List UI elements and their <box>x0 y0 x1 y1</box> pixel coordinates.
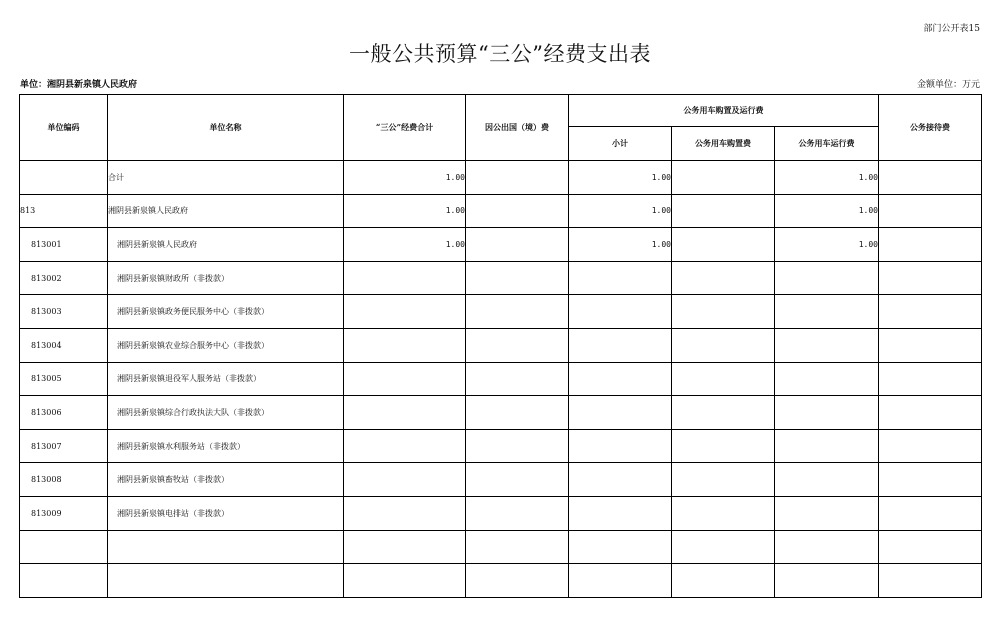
cell-name: 湘阴县新泉镇政务便民服务中心（非拨款） <box>108 295 344 329</box>
cell-code: 813005 <box>20 362 108 396</box>
cell-abroad <box>466 295 569 329</box>
cell-operation <box>775 261 879 295</box>
cell-abroad <box>466 564 569 598</box>
header-vehicle-group: 公务用车购置及运行费 <box>569 95 879 127</box>
cell-purchase <box>672 194 775 228</box>
cell-code: 813004 <box>20 328 108 362</box>
table-row <box>20 295 982 329</box>
cell-name: 湘阴县新泉镇退役军人服务站（非拨款） <box>108 362 344 396</box>
header-subtotal: 小计 <box>569 127 672 161</box>
page-title: 一般公共预算“三公”经费支出表 <box>349 42 651 66</box>
cell-operation <box>775 429 879 463</box>
cell-total <box>344 261 466 295</box>
cell-reception <box>879 261 982 295</box>
cell-total: 1.00 <box>344 161 466 195</box>
cell-reception <box>879 194 982 228</box>
cell-reception <box>879 161 982 195</box>
table-row <box>20 429 982 463</box>
cell-total <box>344 362 466 396</box>
cell-total <box>344 396 466 430</box>
cell-reception <box>879 496 982 530</box>
cell-total <box>344 496 466 530</box>
cell-total <box>344 429 466 463</box>
cell-reception <box>879 396 982 430</box>
cell-code <box>20 530 108 564</box>
cell-operation <box>775 396 879 430</box>
cell-abroad <box>466 463 569 497</box>
cell-total <box>344 295 466 329</box>
cell-purchase <box>672 362 775 396</box>
cell-name: 湘阴县新泉镇财政所（非拨款） <box>108 261 344 295</box>
cell-abroad <box>466 362 569 396</box>
cell-operation: 1.00 <box>775 228 879 262</box>
form-number: 部门公开表15 <box>923 24 980 34</box>
cell-abroad <box>466 530 569 564</box>
cell-operation <box>775 496 879 530</box>
table-row <box>20 530 982 564</box>
cell-subtotal <box>569 530 672 564</box>
header-code: 单位编码 <box>20 95 108 161</box>
cell-subtotal <box>569 362 672 396</box>
cell-purchase <box>672 496 775 530</box>
unit-label: 单位：湘阴县新泉镇人民政府 <box>20 80 138 90</box>
cell-total <box>344 463 466 497</box>
cell-purchase <box>672 530 775 564</box>
cell-name <box>108 530 344 564</box>
table-row <box>20 564 982 598</box>
cell-code <box>20 161 108 195</box>
cell-purchase <box>672 161 775 195</box>
cell-name: 湘阴县新泉镇农业综合服务中心（非拨款） <box>108 328 344 362</box>
header-reception: 公务接待费 <box>879 95 982 161</box>
cell-reception <box>879 295 982 329</box>
cell-subtotal <box>569 295 672 329</box>
cell-purchase <box>672 328 775 362</box>
cell-subtotal <box>569 429 672 463</box>
cell-code: 813002 <box>20 261 108 295</box>
header-total: “三公”经费合计 <box>344 95 466 161</box>
cell-code <box>20 564 108 598</box>
cell-subtotal <box>569 496 672 530</box>
cell-subtotal <box>569 328 672 362</box>
header-name: 单位名称 <box>108 95 344 161</box>
cell-subtotal: 1.00 <box>569 228 672 262</box>
cell-purchase <box>672 261 775 295</box>
cell-reception <box>879 429 982 463</box>
cell-code: 813009 <box>20 496 108 530</box>
header-purchase: 公务用车购置费 <box>672 127 775 161</box>
table-row <box>20 396 982 430</box>
cell-abroad <box>466 261 569 295</box>
cell-name: 湘阴县新泉镇人民政府 <box>108 194 344 228</box>
cell-operation <box>775 295 879 329</box>
cell-subtotal <box>569 564 672 598</box>
cell-reception <box>879 362 982 396</box>
cell-subtotal: 1.00 <box>569 194 672 228</box>
cell-abroad <box>466 496 569 530</box>
cell-purchase <box>672 564 775 598</box>
cell-abroad <box>466 228 569 262</box>
cell-operation <box>775 362 879 396</box>
cell-operation <box>775 463 879 497</box>
cell-code: 813001 <box>20 228 108 262</box>
cell-name: 湘阴县新泉镇电排站（非拨款） <box>108 496 344 530</box>
cell-code: 813003 <box>20 295 108 329</box>
cell-purchase <box>672 295 775 329</box>
cell-total: 1.00 <box>344 194 466 228</box>
cell-abroad <box>466 194 569 228</box>
cell-purchase <box>672 463 775 497</box>
cell-purchase <box>672 429 775 463</box>
amount-unit-label: 金额单位：万元 <box>916 80 980 90</box>
cell-operation <box>775 328 879 362</box>
cell-name: 湘阴县新泉镇综合行政执法大队（非拨款） <box>108 396 344 430</box>
table-row <box>20 194 982 228</box>
cell-code: 813007 <box>20 429 108 463</box>
cell-total <box>344 564 466 598</box>
table-row <box>20 328 982 362</box>
cell-name: 湘阴县新泉镇人民政府 <box>108 228 344 262</box>
cell-operation: 1.00 <box>775 194 879 228</box>
cell-abroad <box>466 429 569 463</box>
cell-reception <box>879 564 982 598</box>
cell-abroad <box>466 396 569 430</box>
cell-reception <box>879 328 982 362</box>
cell-purchase <box>672 396 775 430</box>
table-row <box>20 463 982 497</box>
cell-reception <box>879 530 982 564</box>
cell-reception <box>879 228 982 262</box>
cell-name: 湘阴县新泉镇水利服务站（非拨款） <box>108 429 344 463</box>
table-row <box>20 496 982 530</box>
cell-total <box>344 530 466 564</box>
cell-name <box>108 564 344 598</box>
cell-total: 1.00 <box>344 228 466 262</box>
cell-subtotal <box>569 396 672 430</box>
cell-abroad <box>466 161 569 195</box>
cell-code: 813 <box>20 194 108 228</box>
cell-name: 合计 <box>108 161 344 195</box>
table-row <box>20 362 982 396</box>
cell-abroad <box>466 328 569 362</box>
table-row <box>20 228 982 262</box>
cell-subtotal: 1.00 <box>569 161 672 195</box>
cell-subtotal <box>569 463 672 497</box>
cell-operation <box>775 530 879 564</box>
cell-code: 813006 <box>20 396 108 430</box>
cell-subtotal <box>569 261 672 295</box>
cell-code: 813008 <box>20 463 108 497</box>
expenditure-table <box>19 94 982 598</box>
cell-total <box>344 328 466 362</box>
cell-operation: 1.00 <box>775 161 879 195</box>
header-abroad: 因公出国（境）费 <box>466 95 569 161</box>
cell-name: 湘阴县新泉镇畜牧站（非拨款） <box>108 463 344 497</box>
table-row <box>20 161 982 195</box>
header-operation: 公务用车运行费 <box>775 127 879 161</box>
table-row <box>20 261 982 295</box>
table-body <box>20 161 982 598</box>
cell-reception <box>879 463 982 497</box>
cell-operation <box>775 564 879 598</box>
cell-purchase <box>672 228 775 262</box>
